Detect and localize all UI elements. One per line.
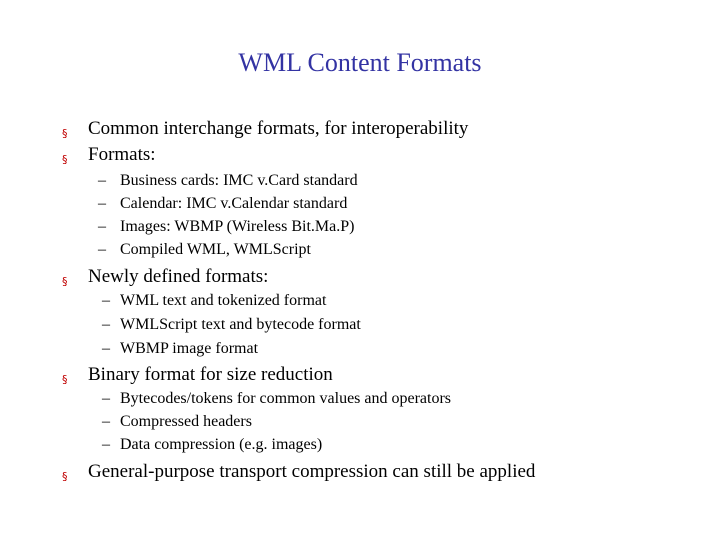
dash-icon: –	[102, 292, 110, 309]
dash-icon: –	[102, 413, 110, 430]
section-bullet-icon: §	[62, 153, 68, 166]
sub-bullet-text: Compiled WML, WMLScript	[120, 241, 311, 258]
section-bullet-icon: §	[62, 275, 68, 288]
bullet-text: Formats:	[88, 144, 156, 165]
sub-bullet-text: WML text and tokenized format	[120, 292, 327, 309]
bullet-text: Newly defined formats:	[88, 266, 269, 287]
dash-icon: –	[98, 241, 106, 258]
sub-bullet-text: Business cards: IMC v.Card standard	[120, 172, 358, 189]
sub-bullet-text: Images: WBMP (Wireless Bit.Ma.P)	[120, 218, 355, 235]
sub-bullet-text: WBMP image format	[120, 340, 259, 357]
section-bullet-icon: §	[62, 373, 68, 386]
dash-icon: –	[98, 172, 106, 189]
sub-bullet-text: Calendar: IMC v.Calendar standard	[120, 195, 348, 212]
dash-icon: –	[102, 390, 110, 407]
sub-bullet-text: Data compression (e.g. images)	[120, 436, 323, 453]
sub-bullet-text: Bytecodes/tokens for common values and operators	[120, 390, 452, 407]
dash-icon: –	[102, 436, 110, 453]
bullet-text: Common interchange formats, for interoperability	[88, 118, 469, 139]
dash-icon: –	[98, 195, 106, 212]
section-bullet-icon: §	[62, 470, 68, 483]
slide-title: WML Content Formats	[238, 48, 482, 77]
section-bullet-icon: §	[62, 127, 68, 140]
sub-bullet-text: Compressed headers	[120, 413, 252, 430]
bullet-text: General-purpose transport compression can still be applied	[88, 461, 536, 482]
bullet-text: Binary format for size reduction	[88, 364, 333, 385]
dash-icon: –	[102, 340, 110, 357]
dash-icon: –	[102, 316, 110, 333]
sub-bullet-text: WMLScript text and bytecode format	[120, 316, 361, 333]
dash-icon: –	[98, 218, 106, 235]
